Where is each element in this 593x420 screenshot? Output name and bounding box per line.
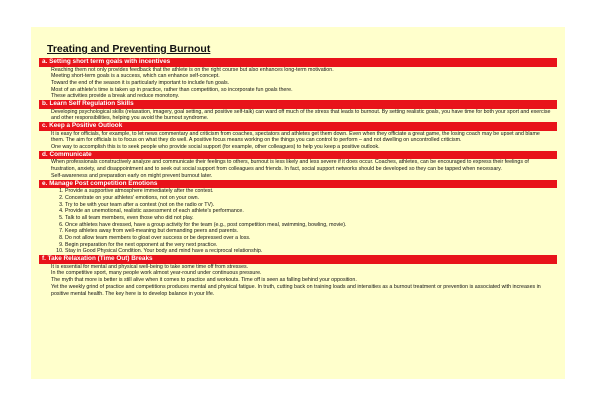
section-post-competition xyxy=(39,180,557,256)
numbered-list xyxy=(39,188,557,255)
section-heading: b. Learn Self Regulation Skills xyxy=(39,100,557,109)
body-line: Meeting short-term goals is a success, which can enhance self-concept. xyxy=(51,73,220,80)
body-paragraph: Self-awareness and preparation early on might prevent burnout later. xyxy=(51,172,213,179)
list-item: 10. Stay in Good Physical Condition. Your body and mind have a reciprocal relationship. xyxy=(65,248,557,255)
section-self-regulation xyxy=(39,100,557,122)
body-paragraph: It is easy for officials, for example, to let news commentary and criticism from coaches, spectators and athletes get them down. Even when they officiate a great game, the losing coach may be upset and blame them. The aim for officials is to focus on what they do well. A positive focus means working on the things you can control to perform – and not dwelling on uncontrolled criticism. xyxy=(51,130,540,144)
body-line: Reaching them not only provides feedback that the athlete is on the right course but also enhances long-term motivation. xyxy=(51,66,334,73)
page-title: Treating and Preventing Burnout xyxy=(47,43,211,55)
body-paragraph: Developing psychological skills (relaxation, imagery, goal setting, and positive self-talk) can ward off much of the stress that leads to burnout. By setting realistic goals, you have time for both your sport and exercise and other responsibilities, helping you avoid the burnout syndrome. xyxy=(51,108,551,122)
list-item: 6. Once athletes have dressed, have a group activity for the team (e.g., post competition meal, swimming, bowling, movie). xyxy=(65,222,557,229)
section-communicate xyxy=(39,151,557,180)
list-item: 7. Keep athletes away from well-meaning but demanding peers and parents. xyxy=(65,228,557,235)
list-item: 5. Talk to all team members, even those who did not play. xyxy=(65,215,557,222)
body-line: These activities provide a break and reduce monotony. xyxy=(51,93,180,100)
section-heading: d. Communicate xyxy=(39,151,557,160)
body-paragraph: When professionals constructively analyze and communicate their feelings to others, burnout is less likely and less severe if it does occur. Coaches, athletes, can be encouraged to express their feelings of frustration, anxiety, and disappointment and to seek out social support from colleagues and friends. In fact, social support networks should be developed so they can be tapped when necessary. xyxy=(51,159,529,173)
section-heading: a. Setting short term goals with incentives xyxy=(39,58,557,67)
section-setting-goals xyxy=(39,58,557,100)
body-paragraph: One way to accomplish this is to seek people who provide social support (for example, other colleagues) to help you keep a positive outlook. xyxy=(51,144,380,151)
slide xyxy=(31,27,565,379)
list-item: 9. Begin preparation for the next opponent at the very next practice. xyxy=(65,242,557,249)
section-positive-outlook xyxy=(39,122,557,151)
section-relaxation-breaks xyxy=(39,255,557,297)
body-line: In the competitive sport, many people work almost year-round under continuous pressure. xyxy=(51,270,262,277)
section-heading: e. Manage Post competition Emotions xyxy=(39,180,557,189)
list-item: 1. Provide a supportive atmosphere immediately after the contest. xyxy=(65,188,557,195)
section-heading: f. Take Relaxation (Time Out) Breaks xyxy=(39,255,557,264)
list-item: 3. Try to be with your team after a contest (not on the radio or TV). xyxy=(65,202,557,209)
body-line: It is essential for mental and physical well-being to take some time off from stresses. xyxy=(51,263,249,270)
body-line: The myth that more is better is still alive when it comes to practice and workouts. Time off is seen as falling behind your opposition. xyxy=(51,277,357,284)
body-line: Most of an athlete's time is taken up in practice, rather than competition, so incorporate fun goals there. xyxy=(51,86,293,93)
body-paragraph: Yet the weekly grind of practice and competitions produces mental and physical fatigue. In truth, cutting back on training loads and intensities as a burnout treatment or prevention is associated with increases in positive mental health. The key here is to develop balance in your life. xyxy=(51,283,541,297)
list-item: 2. Concentrate on your athletes' emotions, not on your own. xyxy=(65,195,557,202)
section-heading: c. Keep a Positive Outlook xyxy=(39,122,557,131)
list-item: 4. Provide an unemotional, realistic assessment of each athlete's performance. xyxy=(65,208,557,215)
body-line: Toward the end of the season it is particularly important to include fun goals. xyxy=(51,80,230,86)
list-item: 8. Do not allow team members to gloat over success or be depressed over a loss. xyxy=(65,235,557,242)
